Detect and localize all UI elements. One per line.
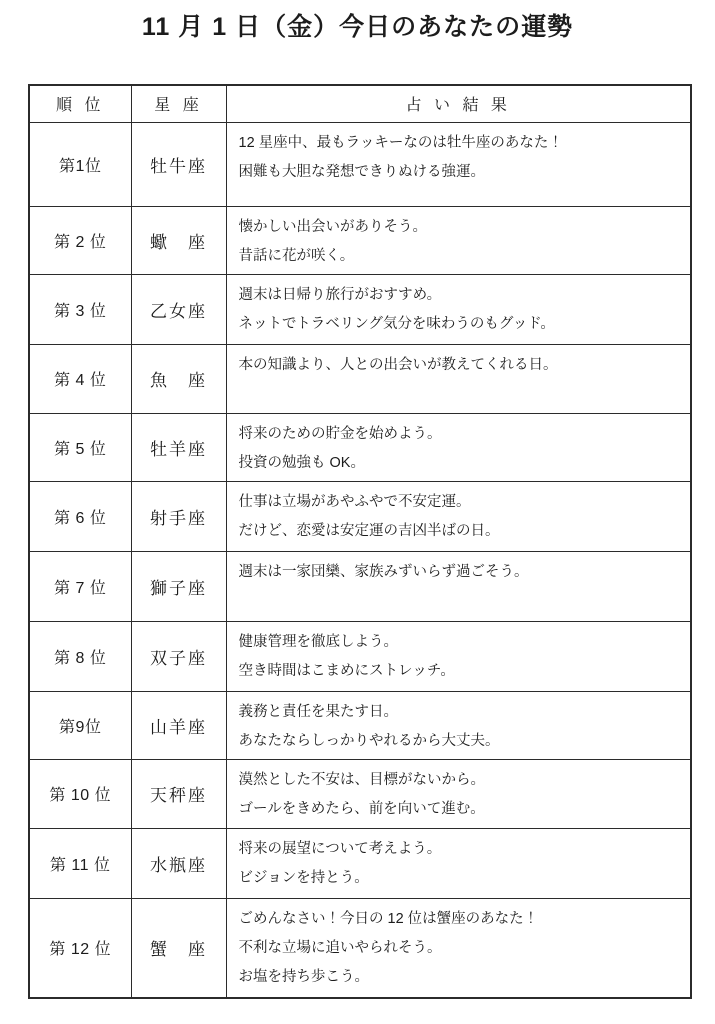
- fortune-line: 投資の勉強も OK。: [238, 454, 365, 471]
- rank-cell: 第1位: [29, 122, 131, 206]
- fortune-line: 週末は一家団欒、家族みずいらず過ごそう。: [238, 563, 529, 580]
- fortune-line: あなたならしっかりやれるから大丈夫。: [238, 732, 500, 749]
- table-row: [29, 413, 691, 481]
- sign-cell: 蠍 座: [131, 206, 226, 274]
- fortune-cell: [226, 122, 691, 206]
- rank-cell: 第 11 位: [29, 828, 131, 898]
- fortune-line: 空き時間はこまめにストレッチ。: [238, 662, 455, 679]
- sign-cell: 天秤座: [131, 759, 226, 828]
- sign-cell: 乙女座: [131, 274, 226, 344]
- table-row: [29, 274, 691, 344]
- fortune-line: 健康管理を徹底しよう。: [238, 633, 398, 650]
- fortune-cell: [226, 551, 691, 621]
- fortune-line: 漠然とした不安は、目標がないから。: [238, 771, 485, 788]
- sign-cell: 魚 座: [131, 344, 226, 413]
- fortune-cell: [226, 413, 691, 481]
- fortune-line: だけど、恋愛は安定運の吉凶半ばの日。: [238, 522, 500, 539]
- table-row: [29, 828, 691, 898]
- fortune-cell: [226, 691, 691, 759]
- fortune-line: 本の知識より、人との出会いが教えてくれる日。: [238, 356, 558, 373]
- header-rank: 順 位: [29, 85, 131, 122]
- table-row: [29, 481, 691, 551]
- table-row: [29, 691, 691, 759]
- fortune-cell: [226, 898, 691, 998]
- table-row: [29, 551, 691, 621]
- fortune-cell: [226, 206, 691, 274]
- fortune-line: 昔話に花が咲く。: [238, 247, 355, 264]
- table-row: [29, 759, 691, 828]
- sign-cell: 射手座: [131, 481, 226, 551]
- rank-cell: 第9位: [29, 691, 131, 759]
- fortune-cell: [226, 759, 691, 828]
- table-row: [29, 122, 691, 206]
- page-title: 11 月 1 日（金）今日のあなたの運勢: [141, 13, 574, 41]
- fortune-line: ビジョンを持とう。: [238, 869, 369, 886]
- fortune-cell: [226, 481, 691, 551]
- fortune-line: ゴールをきめたら、前を向いて進む。: [238, 800, 485, 817]
- fortune-line: 義務と責任を果たす日。: [238, 703, 398, 720]
- fortune-cell: [226, 621, 691, 691]
- fortune-line: ネットでトラベリング気分を味わうのもグッド。: [238, 315, 555, 332]
- fortune-line: 不利な立場に追いやられそう。: [238, 939, 442, 956]
- table-row: [29, 206, 691, 274]
- sign-cell: 獅子座: [131, 551, 226, 621]
- table-row: [29, 898, 691, 998]
- sign-cell: 山羊座: [131, 691, 226, 759]
- fortune-line: 将来の展望について考えよう。: [238, 840, 442, 857]
- sign-cell: 牡羊座: [131, 413, 226, 481]
- rank-cell: 第 12 位: [29, 898, 131, 998]
- rank-cell: 第 6 位: [29, 481, 131, 551]
- fortune-line: 週末は日帰り旅行がおすすめ。: [238, 286, 442, 303]
- rank-cell: 第 5 位: [29, 413, 131, 481]
- header-sign: 星 座: [131, 85, 226, 122]
- fortune-cell: [226, 274, 691, 344]
- fortune-ranking-table: [28, 84, 692, 999]
- sign-cell: 双子座: [131, 621, 226, 691]
- fortune-line: 12 星座中、最もラッキーなのは牡牛座のあなた！: [238, 134, 563, 151]
- sign-cell: 蟹 座: [131, 898, 226, 998]
- fortune-cell: [226, 344, 691, 413]
- sign-cell: 水瓶座: [131, 828, 226, 898]
- table-row: [29, 621, 691, 691]
- sign-cell: 牡牛座: [131, 122, 226, 206]
- fortune-line: お塩を持ち歩こう。: [238, 968, 369, 985]
- rank-cell: 第 8 位: [29, 621, 131, 691]
- rank-cell: 第 2 位: [29, 206, 131, 274]
- rank-cell: 第 10 位: [29, 759, 131, 828]
- fortune-line: 将来のための貯金を始めよう。: [238, 425, 442, 442]
- rank-cell: 第 7 位: [29, 551, 131, 621]
- fortune-line: 懐かしい出会いがありそう。: [238, 218, 427, 235]
- rank-cell: 第 4 位: [29, 344, 131, 413]
- rank-cell: 第 3 位: [29, 274, 131, 344]
- header-result: 占 い 結 果: [226, 85, 691, 122]
- table-header-row: [29, 85, 691, 122]
- fortune-line: 困難も大胆な発想できりぬける強運。: [238, 163, 485, 180]
- fortune-line: ごめんなさい！今日の 12 位は蟹座のあなた！: [238, 910, 539, 927]
- fortune-cell: [226, 828, 691, 898]
- table-row: [29, 344, 691, 413]
- fortune-line: 仕事は立場があやふやで不安定運。: [238, 493, 471, 510]
